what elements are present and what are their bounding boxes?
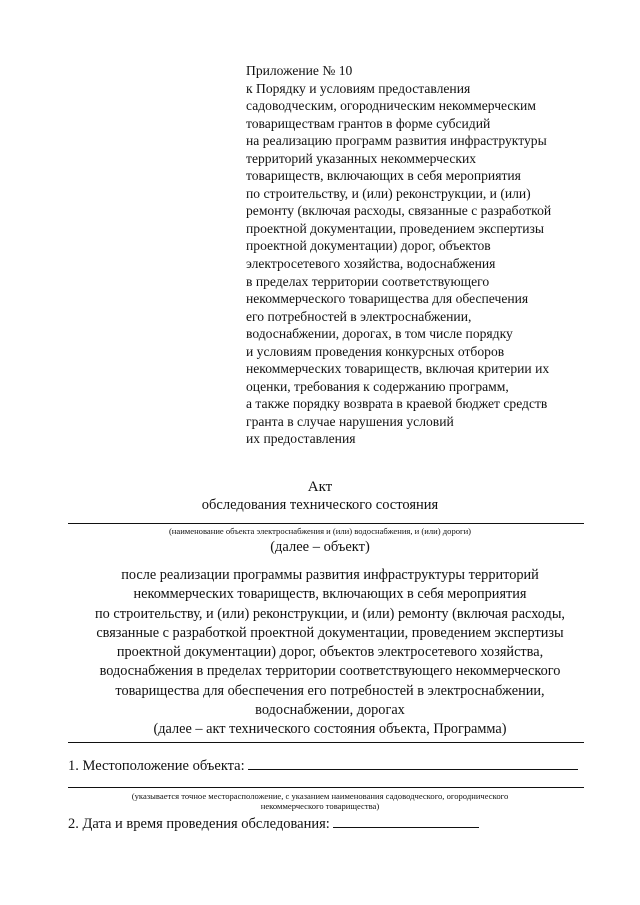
appendix-line: водоснабжении, дорогах, в том числе порядку (246, 326, 513, 342)
location-caption-2: некоммерческого товарищества) (260, 801, 380, 811)
inspection-date-blank[interactable] (333, 814, 479, 828)
appendix-line: некоммерческих товариществ, включая критерии их (246, 361, 550, 377)
inspection-date-label: 2. Дата и время проведения обследования: (68, 816, 330, 832)
act-body-line: водоснабжения в пределах территории соответствующего некоммерческого (99, 663, 561, 680)
section-divider-line (68, 742, 584, 743)
act-body-line: товарищества для обеспечения его потребностей в электроснабжении, (115, 682, 545, 699)
act-body-line: после реализации программы развития инфраструктуры территорий (121, 567, 539, 583)
appendix-line: некоммерческого товарищества для обеспечения (246, 291, 529, 307)
object-name-line (68, 523, 584, 524)
appendix-line: их предоставления (246, 431, 356, 447)
appendix-line: и условиям проведения конкурсных отборов (246, 343, 505, 359)
location-field (68, 756, 578, 776)
object-name-caption: (наименование объекта электроснабжения и (или) водоснабжения, и (или) дороги) (168, 526, 472, 536)
appendix-line: проектной документации, проведением экспертизы (246, 220, 544, 236)
act-body-line: по строительству, и (или) реконструкции, и (или) ремонту (включая расходы, (95, 605, 565, 622)
inspection-date-field (68, 814, 479, 834)
location-detail-line (68, 787, 584, 788)
act-body-line: связанные с разработкой проектной документации, проведением экспертизы (96, 624, 564, 641)
after-object-text: (далее – объект) (270, 539, 370, 555)
act-title: Акт (307, 479, 333, 495)
location-blank[interactable] (248, 756, 578, 770)
appendix-line: территорий указанных некоммерческих (246, 150, 477, 166)
act-body-paragraph (60, 566, 600, 740)
appendix-line: садоводческим, огородническим некоммерческим (246, 98, 536, 114)
appendix-line: на реализацию программ развития инфраструктуры (246, 133, 547, 149)
act-body-line: проектной документации) дорог, объектов электросетевого хозяйства, (116, 644, 544, 661)
act-subtitle: обследования технического состояния (201, 497, 439, 513)
location-caption-1: (указывается точное месторасположение, с указанием наименования садоводческого, огороднического (131, 791, 509, 801)
appendix-line: гранта в случае нарушения условий (246, 413, 454, 429)
act-body-line: водоснабжении, дорогах (255, 702, 405, 719)
appendix-line: проектной документации) дорог, объектов (246, 238, 491, 254)
appendix-line: ремонту (включая расходы, связанные с разработкой (246, 203, 552, 219)
appendix-line: Приложение № 10 (246, 63, 353, 78)
appendix-line: по строительству, и (или) реконструкции, и (или) (246, 185, 531, 201)
appendix-header (246, 62, 626, 448)
appendix-line: а также порядку возврата в краевой бюджет средств (246, 396, 548, 412)
appendix-line: к Порядку и условиям предоставления (246, 80, 471, 96)
appendix-line: товариществ, включающих в себя мероприятия (246, 168, 521, 184)
act-body-line: (далее – акт технического состояния объекта, Программа) (153, 721, 507, 738)
appendix-line: в пределах территории соответствующего (246, 273, 490, 289)
appendix-line: товариществам грантов в форме субсидий (246, 115, 491, 131)
appendix-line: оценки, требования к содержанию программ, (246, 378, 509, 394)
appendix-line: электросетевого хозяйства, водоснабжения (246, 256, 496, 272)
act-body-line: некоммерческих товариществ, включающих в себя мероприятия (133, 586, 527, 603)
location-label: 1. Местоположение объекта: (68, 758, 245, 774)
appendix-line: его потребностей в электроснабжении, (246, 308, 472, 324)
